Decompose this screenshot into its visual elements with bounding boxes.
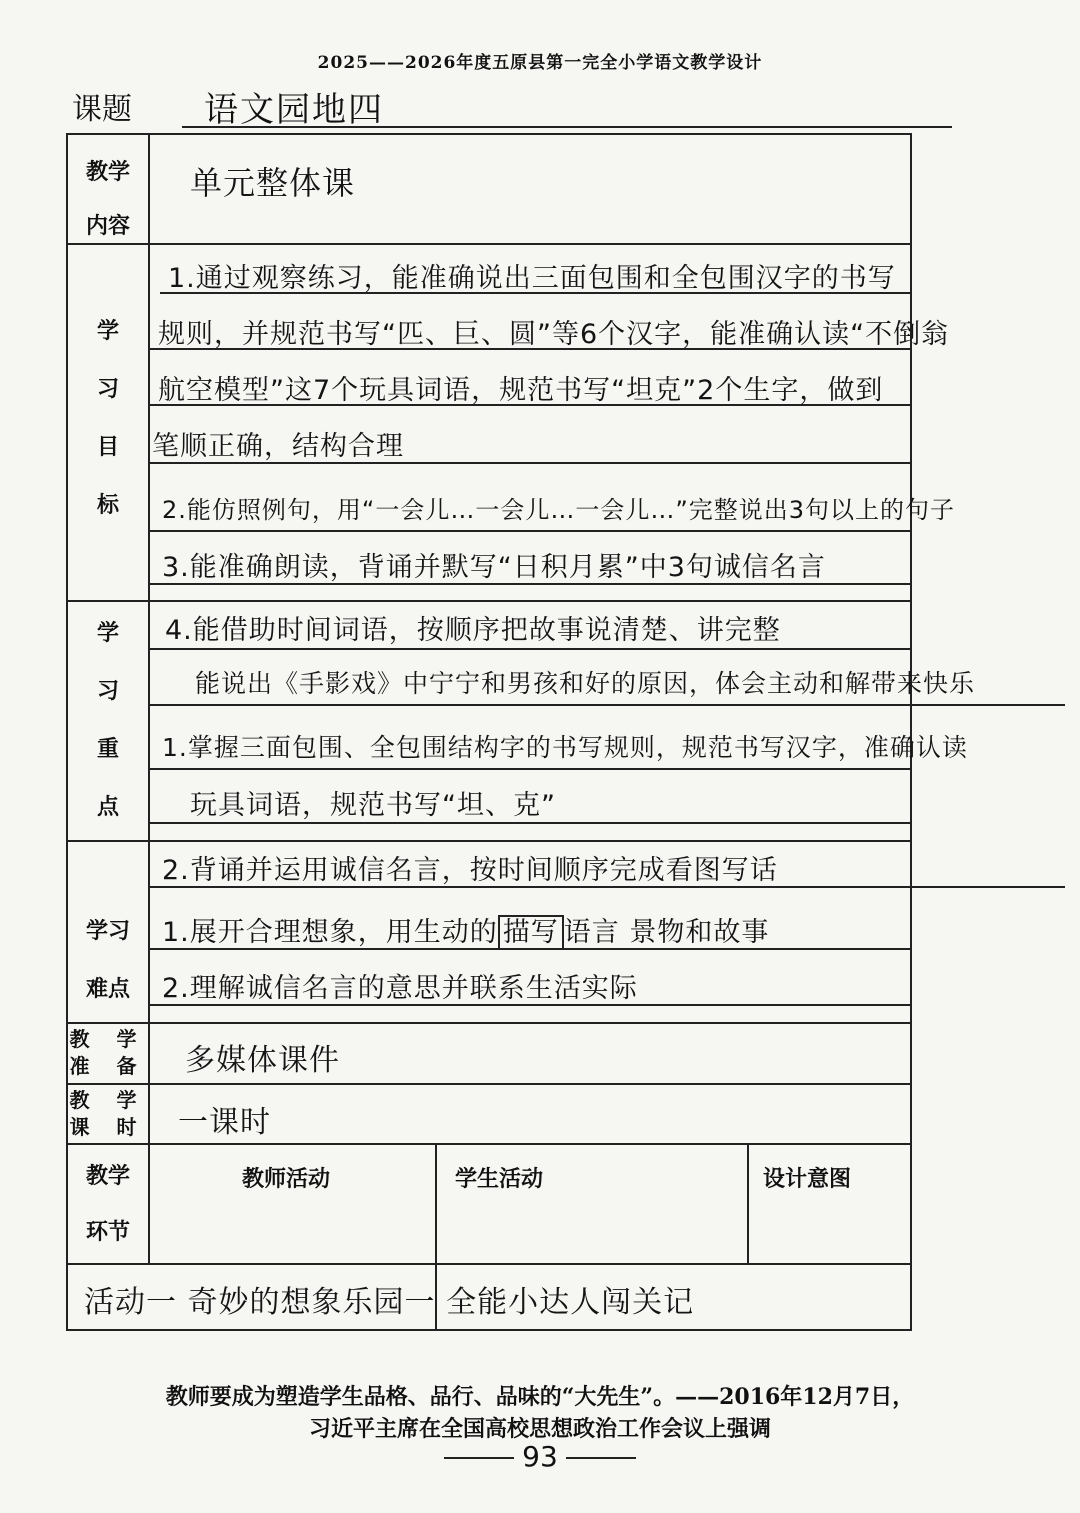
objective-line: 3.能准确朗读，背诵并默写“日积月累”中3句诚信名言 [162, 552, 826, 583]
difficulty-line: 2.理解诚信名言的意思并联系生活实际 [162, 973, 638, 1004]
label-line: 教 学 [69, 1027, 147, 1051]
key-point-line: 1.掌握三面包围、全包围结构字的书写规则，规范书写汉字，准确认读 [162, 733, 968, 762]
objective-line: 航空模型”这7个玩具词语，规范书写“坦克”2个生字，做到 [158, 375, 884, 406]
label-line: 内容 [85, 213, 130, 239]
row-divider [66, 243, 912, 245]
label-line: 准 备 [69, 1054, 147, 1078]
handwritten-underline [150, 348, 910, 350]
handwritten-underline [150, 583, 910, 585]
footer-quote-line2: 习近平主席在全国高校思想政治工作会议上强调 [308, 1416, 771, 1442]
label-column-divider [148, 133, 150, 1263]
process-label [68, 1148, 148, 1260]
label-line: 教学 [85, 159, 130, 185]
difficulty-line [162, 910, 769, 949]
periods-label [68, 1087, 148, 1141]
row-divider [66, 1083, 912, 1085]
handwritten-underline [160, 292, 910, 294]
footer-quote-line1: 教师要成为塑造学生品格、品行、品味的“大先生”。——2016年12月7日， [165, 1384, 915, 1410]
label-char: 习 [96, 678, 119, 704]
difficulty-text: 语言 景物和故事 [563, 917, 770, 948]
handwritten-underline [150, 648, 910, 650]
handwritten-underline [150, 1004, 910, 1006]
handwritten-underline [150, 704, 1065, 706]
handwritten-underline [150, 530, 910, 532]
periods-value: 一课时 [178, 1105, 271, 1140]
label-line: 难点 [85, 976, 130, 1002]
process-column-divider [747, 1143, 749, 1263]
preparation-value: 多媒体课件 [185, 1043, 340, 1078]
label-line: 教 学 [69, 1088, 147, 1112]
page-number [0, 1440, 1080, 1473]
objective-line: 2.能仿照例句，用“一会儿…一会儿…一会儿…”完整说出3句以上的句子 [162, 496, 956, 524]
row-divider [66, 1143, 912, 1145]
row-divider [66, 1263, 912, 1265]
objective-line: 4.能借助时间词语，按顺序把故事说清楚、讲完整 [165, 615, 781, 646]
topic-row [72, 82, 952, 128]
label-char: 习 [96, 376, 119, 402]
handwritten-underline [150, 404, 910, 406]
key-point-line: 玩具词语，规范书写“坦、克” [190, 790, 556, 821]
key-points-label [68, 604, 148, 836]
difficulties-label [68, 902, 148, 1018]
teaching-content-label [68, 145, 148, 253]
row-divider [66, 1022, 912, 1024]
handwritten-underline [150, 822, 910, 824]
objective-line: 规则，并规范书写“匹、巨、圆”等6个汉字，能准确认读“不倒翁 [158, 319, 950, 350]
handwritten-underline [150, 886, 1065, 888]
page-number-value: 93 [522, 1440, 558, 1473]
preparation-label [68, 1026, 148, 1080]
objective-line: 能说出《手影戏》中宁宁和男孩和好的原因，体会主动和解带来快乐 [195, 669, 976, 698]
label-line: 课 时 [69, 1115, 147, 1139]
objective-line: 笔顺正确，结构合理 [152, 431, 404, 462]
page-number-dash [444, 1457, 514, 1459]
objective-line: 1.通过观察练习，能准确说出三面包围和全包围汉字的书写 [168, 263, 896, 294]
boxed-word: 描写 [498, 915, 564, 950]
handwritten-underline [150, 768, 910, 770]
label-line: 教学 [85, 1163, 130, 1189]
handwritten-underline [150, 948, 910, 950]
key-point-line: 2.背诵并运用诚信名言，按时间顺序完成看图写话 [162, 855, 778, 886]
student-activity-header: 学生活动 [455, 1166, 544, 1192]
activity-title: 活动一 奇妙的想象乐园一 全能小达人闯关记 [84, 1285, 695, 1320]
label-char: 学 [96, 318, 119, 344]
row-divider [66, 840, 912, 842]
teacher-activity-header: 教师活动 [242, 1166, 331, 1192]
label-line: 学习 [85, 918, 130, 944]
row-divider [66, 600, 912, 602]
label-char: 目 [96, 434, 119, 460]
topic-label: 课题 [72, 92, 132, 127]
topic-underline [182, 126, 952, 128]
label-char: 标 [96, 492, 119, 518]
page-header: 2025——2026年度五原县第一完全小学语文教学设计 [317, 53, 763, 73]
page-number-dash [566, 1457, 636, 1459]
handwritten-underline [150, 462, 910, 464]
topic-value: 语文园地四 [204, 90, 384, 130]
label-char: 重 [96, 736, 119, 762]
label-line: 环节 [85, 1219, 130, 1245]
teaching-content-value: 单元整体课 [190, 164, 356, 202]
objectives-label [68, 302, 148, 534]
label-char: 点 [96, 794, 119, 820]
label-char: 学 [96, 620, 119, 646]
difficulty-text: 1.展开合理想象，用生动的 [162, 917, 498, 948]
design-intent-header: 设计意图 [763, 1166, 852, 1192]
